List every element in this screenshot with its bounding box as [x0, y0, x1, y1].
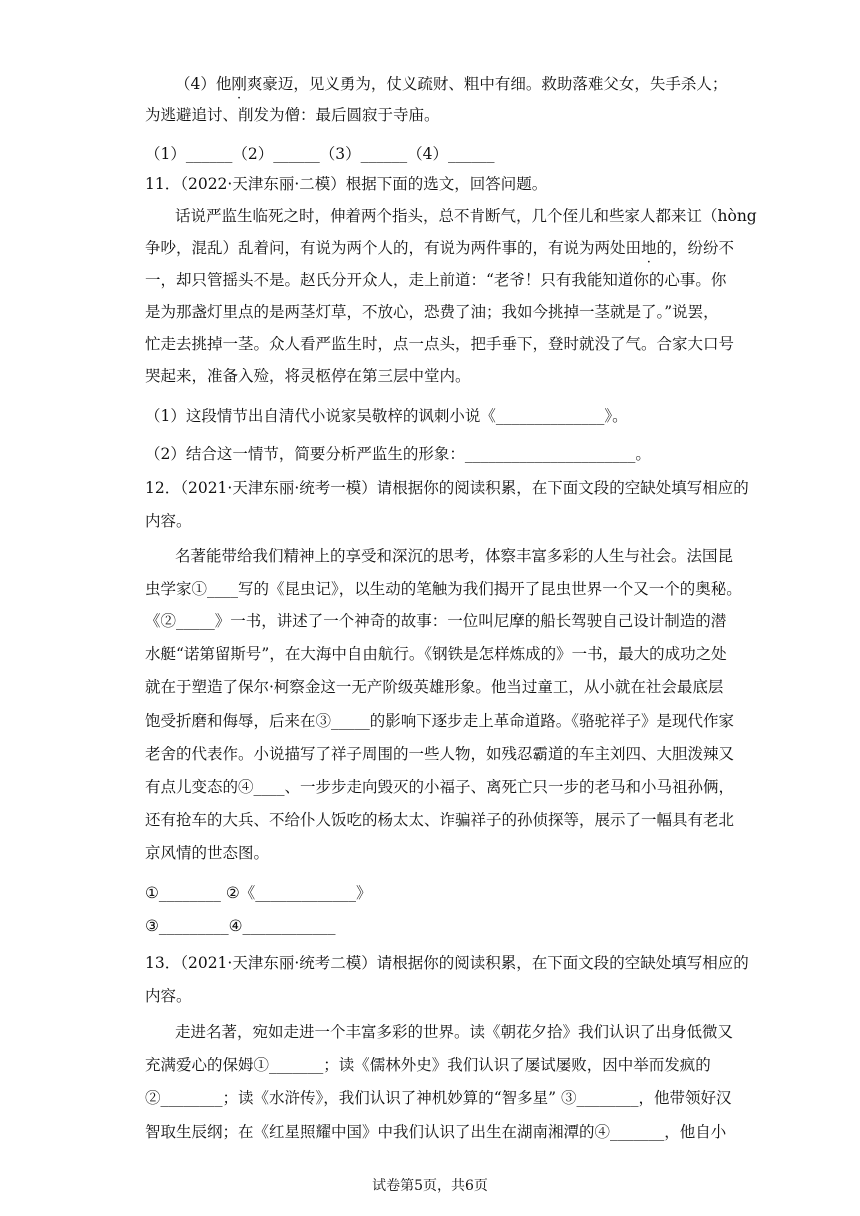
q12-passage-line: 虫学家①____写的《昆虫记》，以生动的笔触为我们揭开了昆虫世界一个又一个的奥秘。 — [145, 580, 742, 598]
q12-passage-line: 名著能带给我们精神上的享受和深沉的思考，体察丰富多彩的人生与社会。法国昆 — [175, 547, 734, 565]
q11-passage-line: 一，却只管摇头不是。赵氏分开众人，走上前道：“老爷！只有我能知道你的心事。你 — [145, 271, 727, 289]
q10-item4-line2: 为逃避追讨、削发为僧：最后圆寂于寺庙。 — [145, 106, 440, 124]
q13-passage-line: 走进名著，宛如走进一个丰富多彩的世界。读《朝花夕拾》我们认识了出身低微又 — [175, 1023, 734, 1041]
q13-passage-line: 充满爱心的保姆①_______；读《儒林外史》我们认识了屡试屡败，因中举而发疯的 — [145, 1056, 711, 1074]
q10-item4-line1: （4）他刚爽豪迈，见义勇为，仗义疏财、粗中有细。救助落难父女，失手杀人； — [175, 75, 728, 93]
q12-header-cont: 内容。 — [145, 512, 192, 530]
q12-passage-line: 饱受折磨和侮辱，后来在③_____的影响下逐步走上革命道路。《骆驼祥子》是现代作家 — [145, 712, 735, 730]
q13-passage-line: 智取生辰纲；在《红星照耀中国》中我们认识了出生在湖南湘潭的④_______，他自小 — [145, 1123, 727, 1141]
q10-answer-blanks: （1）______（2）______（3）______（4）______ — [145, 145, 495, 163]
q11-passage-line: 是为那盏灯里点的是两茎灯草，不放心，恐费了油；我如今挑掉一茎就是了。”说罢， — [145, 303, 719, 321]
q11-passage-line: 争吵，混乱）乱着问，有说为两个人的，有说为两件事的，有说为两处田地的，纷纷不 — [145, 239, 735, 257]
q12-answer-blanks-1: ①________ ②《_____________》 — [145, 884, 372, 902]
q11-subquestion-2: （2）结合这一情节，简要分析严监生的形象：______________________。 — [145, 445, 651, 463]
q12-passage-line: 有点儿变态的④____、一步步走向毁灭的小福子、离死亡只一步的老马和小马祖孙俩， — [145, 778, 735, 796]
q12-passage-line: 《②_____》一书，讲述了一个神奇的故事：一位叫尼摩的船长驾驶自己设计制造的潜 — [145, 612, 727, 630]
q12-passage-line: 水艇“诺第留斯号”，在大海中自由航行。《钢铁是怎样炼成的》一书，最大的成功之处 — [145, 645, 727, 663]
q13-passage-line: ②________；读《水浒传》，我们认识了神机妙算的“智多星” ③________，他带领好汉 — [145, 1089, 732, 1107]
q12-passage-line: 就在于塑造了保尔·柯察金这一无产阶级英雄形象。他当过童工，从小就在社会最底层 — [145, 678, 724, 696]
emphasis-dot-char: 刚 — [231, 75, 247, 93]
q12-passage-line: 还有抢车的大兵、不给仆人饭吃的杨太太、诈骗祥子的孙侦探等，展示了一幅具有老北 — [145, 811, 735, 829]
q12-passage-line: 京风情的世态图。 — [145, 844, 270, 862]
q11-passage-line: 话说严监生临死之时，伸着两个指头，总不肯断气，几个侄儿和些家人都来讧（hòng — [175, 207, 757, 225]
q12-passage-line: 老舍的代表作。小说描写了祥子周围的一些人物，如残忍霸道的车主刘四、大胆泼辣又 — [145, 745, 735, 763]
emphasis-dot-char: 地 — [641, 239, 657, 257]
q11-passage-line: 忙走去挑掉一茎。众人看严监生时，点一点头，把手垂下，登时就没了气。合家大口号 — [145, 335, 735, 353]
q13-header-cont: 内容。 — [145, 987, 192, 1005]
page-footer: 试卷第5页，共6页 — [372, 1178, 488, 1194]
q11-header: 11．（2022·天津东丽·二模）根据下面的选文，回答问题。 — [145, 175, 548, 193]
q11-passage-line: 哭起来，准备入殓，将灵柩停在第三层中堂内。 — [145, 367, 471, 385]
q12-answer-blanks-2: ③_________④____________ — [145, 917, 336, 935]
q11-subquestion-1: （1）这段情节出自清代小说家吴敬梓的讽刺小说《______________》。 — [145, 407, 628, 425]
q12-header: 12．（2021·天津东丽·统考一模）请根据你的阅读积累，在下面文段的空缺处填写相应的 — [145, 479, 749, 497]
q13-header: 13．（2021·天津东丽·统考二模）请根据你的阅读积累，在下面文段的空缺处填写相应的 — [145, 954, 749, 972]
